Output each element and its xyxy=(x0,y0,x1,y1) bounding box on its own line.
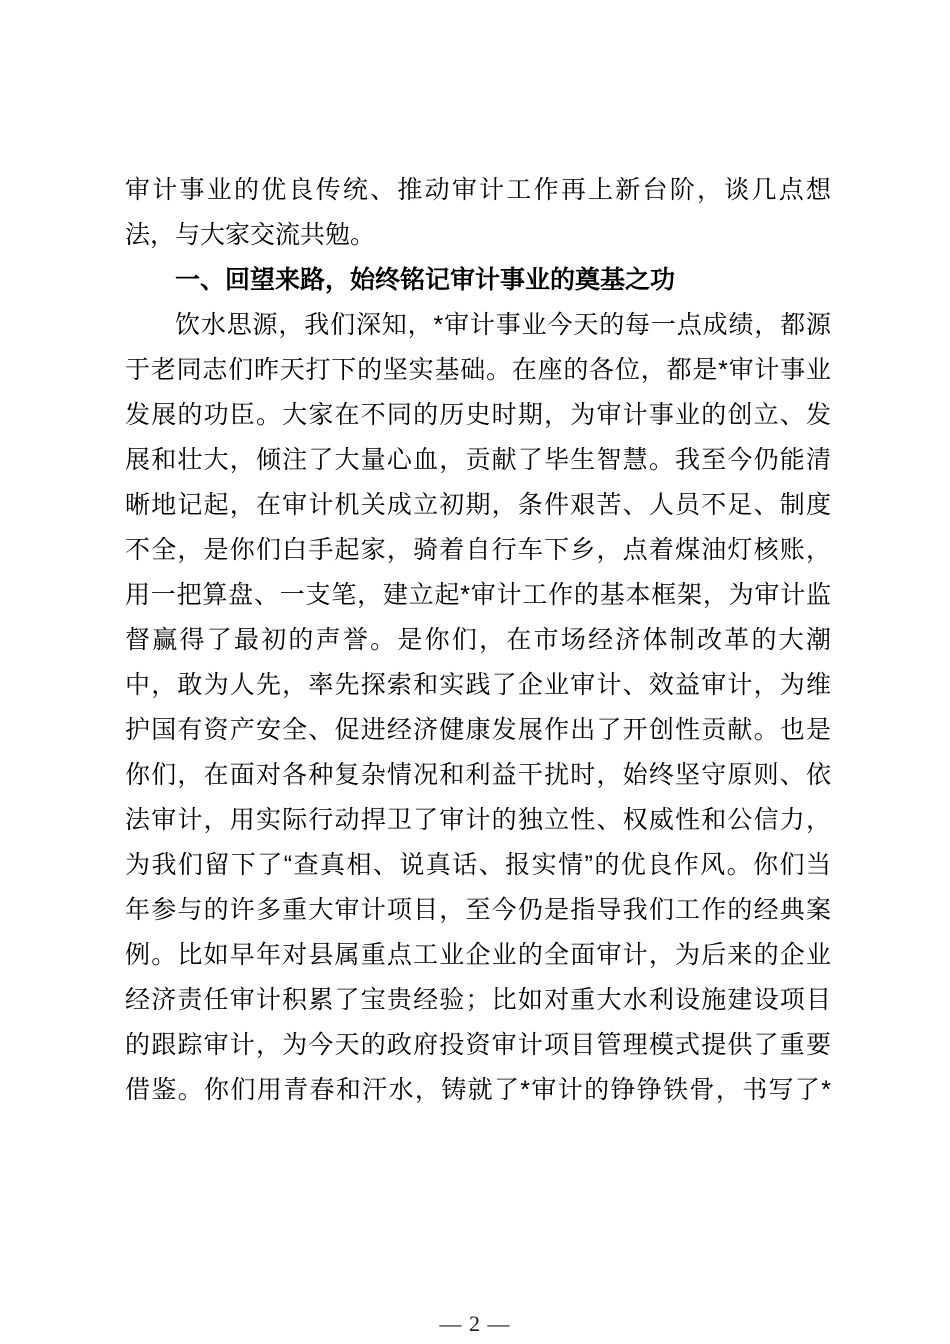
text-line: 用一把算盘、一支笔，建立起*审计工作的基本框架，为审计监 xyxy=(125,581,831,609)
paragraph xyxy=(125,168,831,258)
document-body xyxy=(125,168,831,1113)
text-line: 发展的功臣。大家在不同的历史时期，为审计事业的创立、发 xyxy=(125,401,831,429)
text-line: 督赢得了最初的声誉。是你们，在市场经济体制改革的大潮 xyxy=(125,626,831,654)
text-line: 例。比如早年对县属重点工业企业的全面审计，为后来的企业 xyxy=(125,941,831,969)
section-heading xyxy=(125,258,831,303)
text-line: 于老同志们昨天打下的坚实基础。在座的各位，都是*审计事业 xyxy=(125,356,831,384)
text-line: 经济责任审计积累了宝贵经验；比如对重大水利设施建设项目 xyxy=(125,986,831,1014)
paragraph xyxy=(125,303,831,1113)
text-line: 你们，在面对各种复杂情况和利益干扰时，始终坚守原则、依 xyxy=(125,761,831,789)
text-line: 法，与大家交流共勉。 xyxy=(125,221,376,249)
text-line: 饮水思源，我们深知，*审计事业今天的每一点成绩，都源 xyxy=(175,311,831,339)
heading-line: 一、回望来路，始终铭记审计事业的奠基之功 xyxy=(175,266,676,294)
text-line: 年参与的许多重大审计项目，至今仍是指导我们工作的经典案 xyxy=(125,896,831,924)
text-line: 晰地记起，在审计机关成立初期，条件艰苦、人员不足、制度 xyxy=(125,491,831,519)
page-number: — 2 — xyxy=(439,1311,511,1336)
text-line: 审计事业的优良传统、推动审计工作再上新台阶，谈几点想 xyxy=(125,176,831,204)
text-line: 借鉴。你们用青春和汗水，铸就了*审计的铮铮铁骨，书写了* xyxy=(125,1076,831,1104)
text-line: 不全，是你们白手起家，骑着自行车下乡，点着煤油灯核账， xyxy=(125,536,831,564)
text-line: 展和壮大，倾注了大量心血，贡献了毕生智慧。我至今仍能清 xyxy=(125,446,831,474)
text-line: 的跟踪审计，为今天的政府投资审计项目管理模式提供了重要 xyxy=(125,1031,831,1059)
text-line: 护国有资产安全、促进经济健康发展作出了开创性贡献。也是 xyxy=(125,716,831,744)
text-line: 中，敢为人先，率先探索和实践了企业审计、效益审计，为维 xyxy=(125,671,831,699)
text-line: 为我们留下了“查真相、说真话、报实情”的优良作风。你们当 xyxy=(125,851,831,879)
text-line: 法审计，用实际行动捍卫了审计的独立性、权威性和公信力， xyxy=(125,806,831,834)
